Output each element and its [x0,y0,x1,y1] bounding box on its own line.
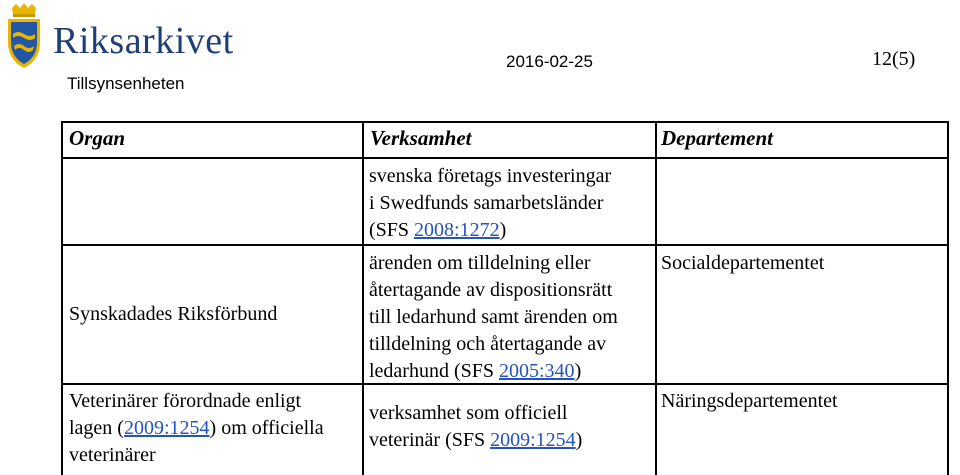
column-header-organ: Organ [69,126,126,150]
page-number: 12(5) [872,48,916,70]
column-header-departement: Departement [661,126,773,150]
row3-departement: Näringsdepartementet [661,390,838,412]
row2-verksamhet: ärenden om tilldelning eller återtagande av dispositionsrätt till ledarhund samt ärenden om tilldelning och återtagande av ledarhund (SFS 2005:340) [369,252,618,382]
row2-organ: Synskadades Riksförbund [69,303,278,325]
sfs-link-2009-1254[interactable]: 2009:1254 [490,429,576,451]
sfs-link-2005-340[interactable]: 2005:340 [499,360,575,382]
unit-name: Tillsynsenheten [67,74,185,93]
row1-verksamhet: svenska företags investeringar i Swedfunds samarbetsländer (SFS 2008:1272) [369,165,612,241]
row2-departement: Socialdepartementet [661,252,825,274]
sfs-link-2008-1272[interactable]: 2008:1272 [414,219,500,241]
logo-wordmark: Riksarkivet [53,20,234,62]
sfs-link-2009-1254-organ[interactable]: 2009:1254 [123,417,210,439]
column-header-verksamhet: Verksamhet [370,126,472,150]
row3-verksamhet: verksamhet som officiell veterinär (SFS 2009:1254) [369,402,583,451]
document-date: 2016-02-25 [506,52,593,71]
row3-organ: Veterinärer förordnade enligt lagen (2009:1254) om officiella veterinärer [69,390,324,466]
